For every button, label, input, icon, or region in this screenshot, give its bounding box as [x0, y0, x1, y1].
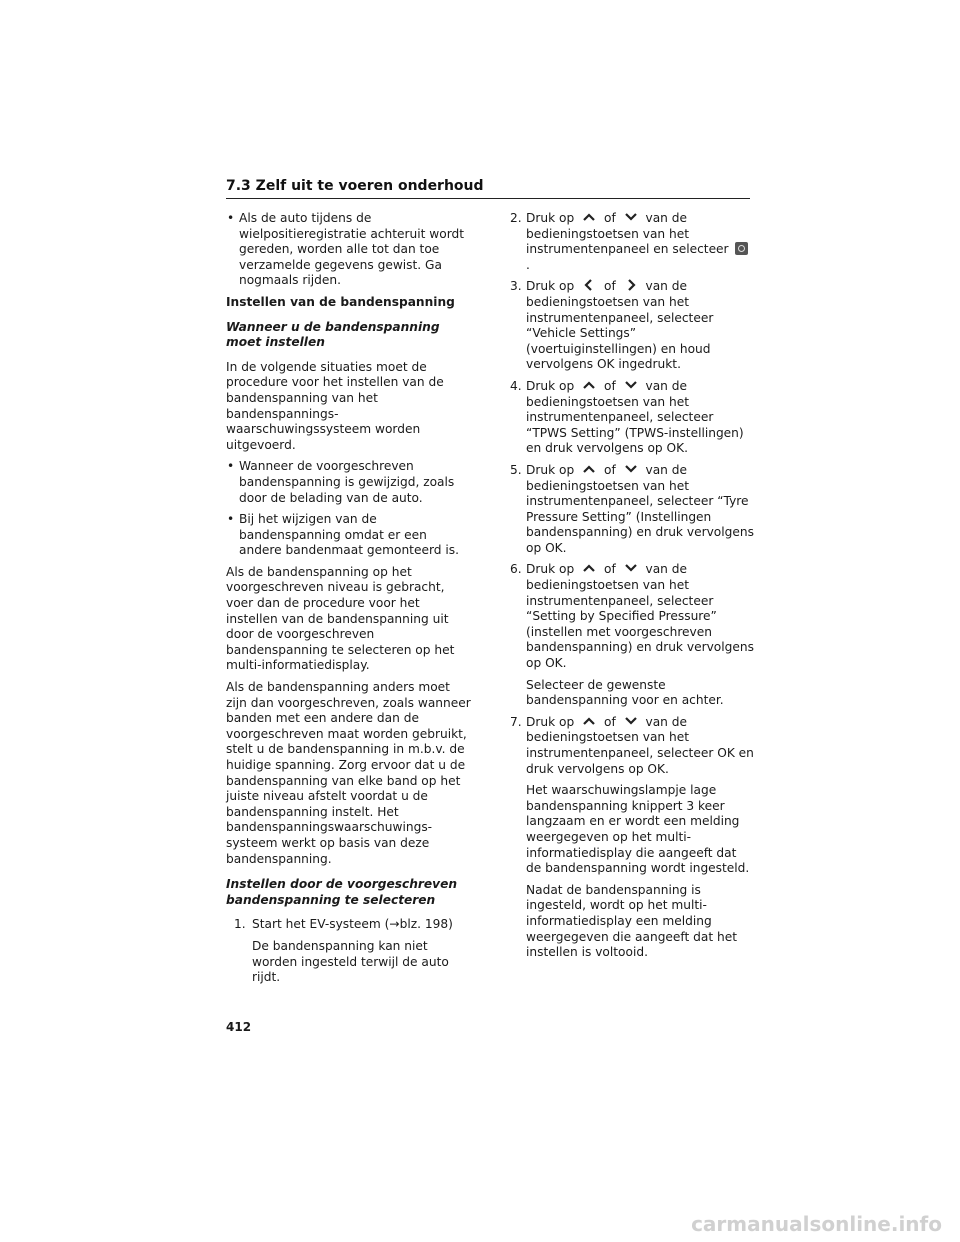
step-5: [510, 463, 755, 557]
step-text-a: Druk op: [526, 211, 575, 225]
heading-tyre-pressure: Instellen van de bandenspanning: [226, 294, 455, 309]
step-number: 1.: [234, 917, 246, 932]
chevron-up-icon: [581, 463, 597, 475]
step-text-b: van de bedieningstoetsen van het instrumentenpaneel, selecteer “Setting by Specified Pressure” (instellen met voorgeschreven bandenspanning) en druk vervolgens op OK.: [526, 562, 754, 671]
step-6-note: Selecteer de gewenste bandenspanning voor en achter.: [526, 677, 724, 708]
paragraph-different: Als de bandenspanning anders moet zijn dan voorgeschreven, zoals wanneer banden met een andere dan de voorgeschreven maat worden gebruikt, stelt u de bandenspanning in m.b.v. de huidige spanning. Zorg ervoor dat u de bandenspanning van elke band op het juiste niveau afstelt voordat u de bandenspanning instelt. Het bandenspanningswaarschuwings-systeem werkt op basis van deze bandenspanning.: [226, 680, 471, 866]
step-text-of: of: [604, 462, 616, 477]
chevron-left-icon: [581, 279, 597, 291]
step-6: [510, 562, 755, 671]
watermark: carmanualsonline.info: [691, 1212, 942, 1236]
chevron-down-icon: [623, 463, 639, 475]
right-column: [510, 211, 755, 967]
step-text-end: .: [526, 257, 530, 272]
step-text-of: of: [604, 378, 616, 393]
step-3: [510, 279, 755, 373]
step-text-of: of: [604, 714, 616, 729]
chevron-down-icon: [623, 715, 639, 727]
chevron-down-icon: [623, 562, 639, 574]
settings-gear-icon: [735, 242, 748, 255]
section-header: 7.3 Zelf uit te voeren onderhoud: [226, 178, 750, 199]
paragraph-specified: Als de bandenspanning op het voorgeschreven niveau is gebracht, voer dan de procedure voor het instellen van de bandenspanning uit door de voorgeschreven bandenspanning te selecteren op het multi-informatiedisplay.: [226, 564, 455, 673]
intro-bullet: • Als de auto tijdens de wielpositieregistratie achteruit wordt gereden, worden alle tot dan toe verzamelde gegevens gewist. Ga nogmaals rijden.: [226, 211, 472, 289]
step-text-of: of: [604, 562, 616, 577]
subheading-specified: Instellen door de voorgeschreven bandenspanning te selecteren: [226, 877, 458, 907]
chevron-down-icon: [623, 211, 639, 223]
step-text-of: of: [604, 211, 616, 225]
step-text-b: van de bedieningstoetsen van het instrumentenpaneel en selecteer: [526, 211, 729, 257]
step-text-b: van de bedieningstoetsen van het instrumentenpaneel, selecteer “TPWS Setting” (TPWS-instellingen) en druk vervolgens op OK.: [526, 378, 744, 456]
chevron-down-icon: [623, 379, 639, 391]
chevron-up-icon: [581, 715, 597, 727]
bullet-load: • Wanneer de voorgeschreven bandenspanning is gewijzigd, zoals door de belading van de auto.: [226, 459, 472, 506]
step-text-b: van de bedieningstoetsen van het instrumentenpaneel, selecteer “Vehicle Settings” (voertuiginstellingen) en houd vervolgens OK ingedrukt.: [526, 279, 714, 372]
step-text-a: Druk op: [526, 462, 575, 477]
step-7-note-1: Het waarschuwingslampje lage bandenspanning knippert 3 keer langzaam en er wordt een melding weergegeven op het multi-informatiedisplay die aangeeft dat de bandenspanning wordt ingesteld.: [526, 783, 750, 876]
left-column: [226, 211, 472, 992]
step-2: [510, 211, 755, 273]
step-number: 7.: [510, 714, 522, 729]
step-4: [510, 379, 755, 457]
step-7-note-2: Nadat de bandenspanning is ingesteld, wordt op het multi-informatiedisplay een melding weergegeven die aangeeft dat het instellen is voltooid.: [526, 882, 738, 960]
step-7: [510, 715, 755, 777]
step-text-a: Druk op: [526, 279, 575, 294]
step-text-of: of: [604, 279, 616, 294]
step-text-a: Druk op: [526, 714, 575, 729]
step-text-b: van de bedieningstoetsen van het instrumentenpaneel, selecteer “Tyre Pressure Setting” (Instellingen bandenspanning) en druk vervolgens op OK.: [526, 462, 754, 555]
chevron-up-icon: [581, 211, 597, 223]
paragraph-situations: In de volgende situaties moet de procedure voor het instellen van de bandenspanning van het bandenspannings-waarschuwingssysteem worden uitgevoerd.: [226, 359, 444, 452]
step-text-b: van de bedieningstoetsen van het instrumentenpaneel, selecteer OK en druk vervolgens op OK.: [526, 714, 754, 776]
step-1-note: De bandenspanning kan niet worden ingesteld terwijl de auto rijdt.: [252, 938, 449, 985]
step-number: 4.: [510, 378, 522, 393]
step-number: 5.: [510, 462, 522, 477]
step-1: [234, 917, 472, 933]
step-number: 2.: [510, 211, 522, 225]
step-text: Start het EV-systeem (→blz. 198): [252, 917, 453, 932]
step-number: 6.: [510, 562, 522, 577]
step-text-a: Druk op: [526, 378, 575, 393]
step-text-a: Druk op: [526, 562, 575, 577]
step-number: 3.: [510, 279, 522, 294]
bullet-size: • Bij het wijzigen van de bandenspanning omdat er een andere bandenmaat gemonteerd is.: [226, 512, 472, 559]
steps-left: [226, 917, 472, 985]
subheading-when: Wanneer u de bandenspanning moet instellen: [226, 319, 440, 350]
chevron-up-icon: [581, 379, 597, 391]
chevron-up-icon: [581, 562, 597, 574]
page-number: 412: [226, 1020, 252, 1034]
chevron-right-icon: [623, 279, 639, 291]
